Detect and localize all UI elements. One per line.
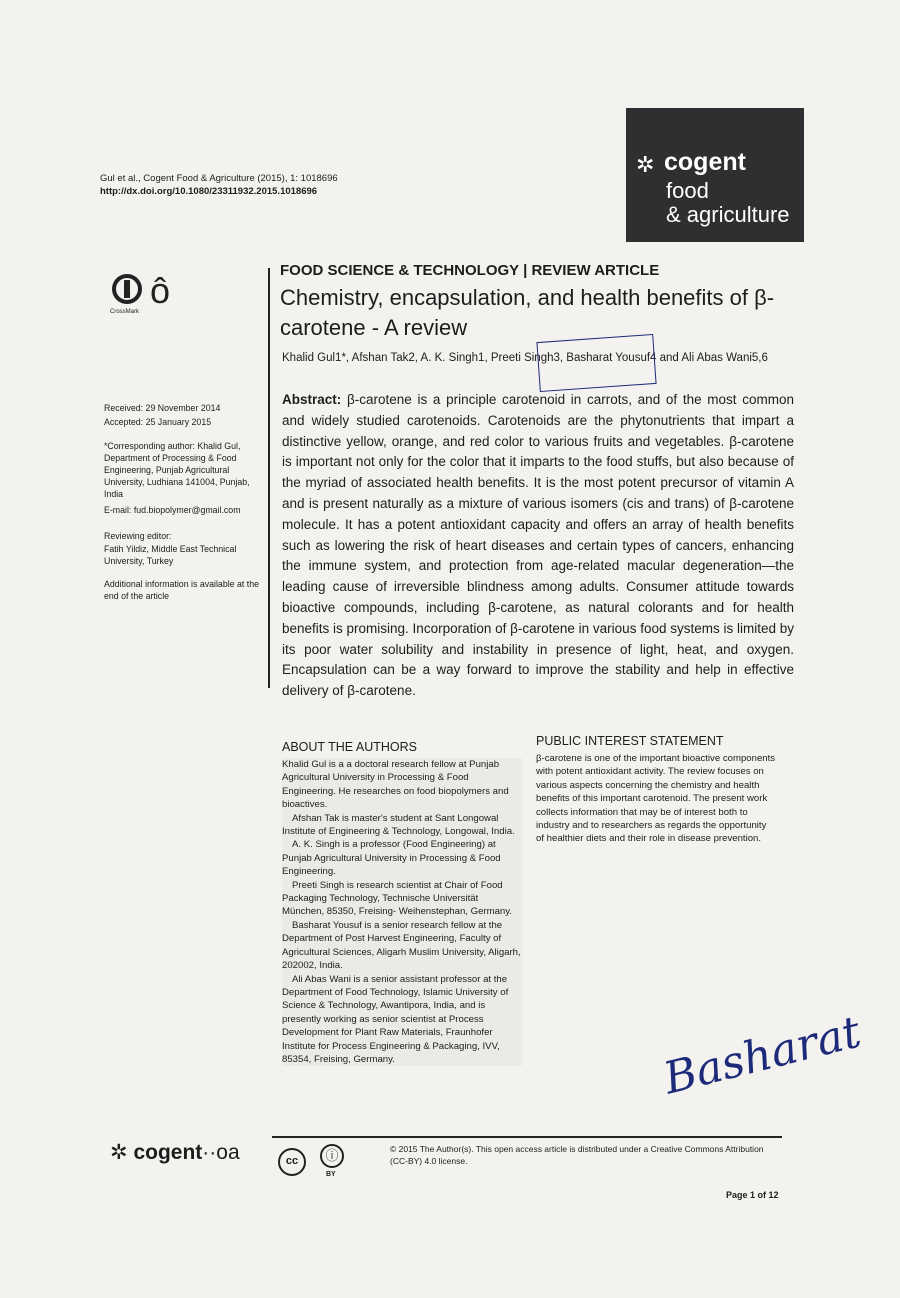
footer-brand-suffix: ··oa [202,1141,240,1164]
page-number: Page 1 of 12 [726,1190,779,1200]
journal-logo-line3: & agriculture [666,202,790,227]
doi-link[interactable]: http://dx.doi.org/10.1080/23311932.2015.1018696 [100,186,318,197]
handwritten-signature: Basharat [658,1006,866,1105]
section-label: FOOD SCIENCE & TECHNOLOGY | REVIEW ARTICLE [280,262,660,279]
cogent-spark-icon: ✲ [110,1141,128,1164]
abstract [282,390,794,702]
author-list: Khalid Gul1*, Afshan Tak2, A. K. Singh1, Preeti Singh3, Basharat Yousuf4 and Ali Abas Wani5,6 [282,352,768,364]
about-paragraph: Ali Abas Wani is a senior assistant professor at the Department of Food Technology, Islamic University of Science & Technology, Awantipora, India, and is presently working as senior scientist at Process Development for Plant Raw Materials, Fraunhofer Institute for Process Engineering & Packaging, IVV, 85354, Freising, Germany. [282,973,509,1065]
title-rule [268,268,270,688]
about-paragraph: A. K. Singh is a professor (Food Engineering) at Punjab Agricultural University in Processing & Food Engineering. [282,839,501,878]
accepted-date: Accepted: 25 January 2015 [104,417,212,427]
about-authors-heading: ABOUT THE AUTHORS [282,740,417,754]
about-authors-body [282,758,522,1066]
open-access-icon: ô [150,270,171,311]
about-paragraph: Afshan Tak is master's student at Sant Longowal Institute of Engineering & Technology, Longowal, India. [282,812,515,838]
cc-icon[interactable]: cc [278,1148,306,1176]
public-interest-heading: PUBLIC INTEREST STATEMENT [536,734,724,748]
citation-block [100,172,338,198]
journal-logo [626,108,804,242]
journal-logo-brand: cogent [664,148,746,176]
hand-drawn-highlight-box [536,334,656,392]
corresponding-author: *Corresponding author: Khalid Gul, Department of Processing & Food Engineering, Punjab Agricultural University, Ludhiana 141004, Punjab, India [104,441,250,499]
abstract-label: Abstract: [282,392,342,407]
received-date: Received: 29 November 2014 [104,403,221,413]
by-icon[interactable]: ⓘ [320,1144,344,1168]
footer-rule [272,1136,782,1138]
additional-info: Additional information is available at the end of the article [104,579,260,601]
about-paragraph: Preeti Singh is research scientist at Chair of Food Packaging Technology, Technische Universität München, 85350, Freising- Weihenstephan, Germany. [282,879,513,918]
crossmark-icon[interactable] [112,274,142,304]
cogent-oa-logo [110,1140,240,1165]
license-text: © 2015 The Author(s). This open access article is distributed under a Creative Commons Attribution (CC-BY) 4.0 license. [390,1144,764,1166]
by-label: BY [326,1171,336,1178]
journal-logo-line2: food [666,178,709,203]
reviewing-editor-label: Reviewing editor: [104,531,172,541]
about-paragraph: Basharat Yousuf is a senior research fellow at the Department of Post Harvest Engineering, Faculty of Agricultural Sciences, Aligarh Muslim University, Aligarh, 202002, India. [282,919,521,972]
article-title: Chemistry, encapsulation, and health benefits of β-carotene - A review [280,285,775,340]
footer-brand: cogent [133,1141,203,1164]
cogent-spark-icon: ✲ [636,152,655,177]
author-email[interactable]: E-mail: fud.biopolymer@gmail.com [104,505,241,515]
abstract-text: β-carotene is a principle carotenoid in carrots, and of the most common and widely studied carotenoids. Carotenoids are the phytonutrients that impart a distinctive yellow, orange, and red color to various fruits and vegetables. β-carotene is important not only for the color that it imparts to the food stuffs, but also because of the myriad of associated health benefits. It is the most potent precursor of vitamin A and is present naturally as a mixture of various isomers (cis and trans) of β-carotene molecule. It has a potent antioxidant capacity and offers an array of health benefits such as lowering the risk of heart diseases and certain types of cancers, enhancing the immune system, and protection from age-related macular degeneration—the leading cause of irreversible blindness among adults. Consumer attitude towards bioactive compounds, including β-carotene, as natural colorants and for health benefits is promising. Incorporation of β-carotene in various food systems is limited by its poor water solubility and instability in presence of light, heat, and oxygen. Encapsulation can be a way forward to improve the stability and help in effective delivery of β-carotene. [282,392,794,699]
public-interest-text: β-carotene is one of the important bioactive components with potent antioxidant activity. The review focuses on various aspects concerning the chemistry and health benefits of this important carotenoid. The present work collects information that may be of interest both to industry and to researchers as regards the opportunity of healthier diets and their role in disease prevention. [536,753,776,845]
crossmark-label: CrossMark [110,309,140,315]
citation-text: Gul et al., Cogent Food & Agriculture (2015), 1: 1018696 [100,173,338,184]
reviewing-editor: Fatih Yildiz, Middle East Technical University, Turkey [104,544,237,566]
about-paragraph: Khalid Gul is a a doctoral research fellow at Punjab Agricultural University in Processing & Food Engineering. He researches on food biopolymers and bioactives. [282,759,509,811]
